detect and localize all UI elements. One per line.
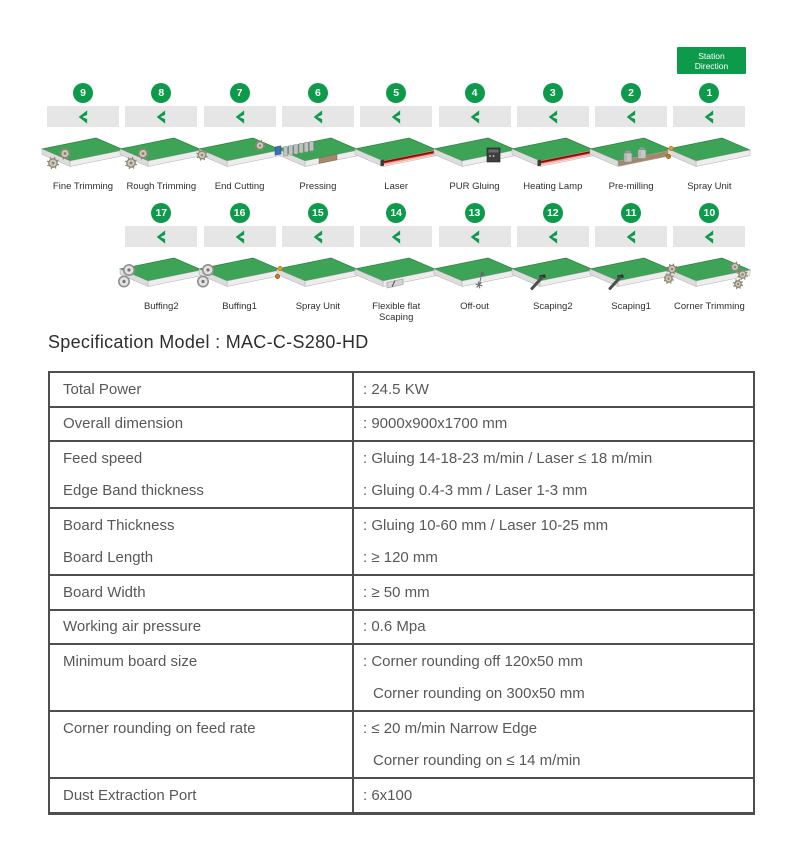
station-direction-badge (677, 47, 746, 74)
trimming-machine-icon (116, 136, 206, 174)
station-number: 14 (386, 203, 406, 223)
direction-arrow-bar (439, 106, 511, 127)
spec-row (50, 574, 753, 609)
left-chevron-icon (230, 108, 250, 126)
station-label: Off-out (460, 301, 489, 312)
spec-value: : Gluing 0.4-3 mm / Laser 1-3 mm (363, 482, 588, 500)
scaping-machine-icon (508, 256, 598, 294)
flexscape-machine-icon (351, 256, 441, 294)
spec-row (50, 440, 753, 507)
spec-label: Total Power (63, 380, 142, 398)
spec-label: Board Thickness (63, 516, 175, 534)
station-number: 1 (699, 83, 719, 103)
station-label: Spray Unit (687, 181, 732, 192)
badge-line1: Station (698, 50, 725, 61)
spec-value: : 0.6 Mpa (363, 618, 426, 636)
station-label: Scaping1 (611, 301, 651, 312)
spray-machine-icon (664, 136, 754, 174)
station-number: 4 (465, 83, 485, 103)
pressing-machine-icon (273, 136, 363, 174)
left-chevron-icon (465, 108, 485, 126)
station-3 (517, 83, 589, 192)
station-10 (673, 203, 745, 312)
station-label: Buffing1 (222, 301, 257, 312)
station-11 (595, 203, 667, 312)
spec-label: Board Length (63, 549, 154, 567)
direction-arrow-bar (439, 226, 511, 247)
spec-value: : 9000x900x1700 mm (363, 415, 508, 433)
station-label: Heating Lamp (523, 181, 583, 192)
corner-machine-icon (664, 256, 754, 294)
station-label: Flexible flat (372, 301, 421, 312)
station-7 (204, 83, 276, 192)
direction-arrow-bar (125, 106, 197, 127)
station-number: 8 (151, 83, 171, 103)
station-number: 5 (386, 83, 406, 103)
direction-arrow-bar (125, 226, 197, 247)
station-number: 6 (308, 83, 328, 103)
laser-machine-icon (351, 136, 441, 174)
spec-title: Specification Model : MAC-C-S280-HD (48, 332, 369, 352)
buffing-machine-icon (116, 256, 206, 294)
spec-label: Overall dimension (63, 415, 184, 433)
station-14 (360, 203, 432, 323)
spec-label: Working air pressure (63, 618, 202, 636)
left-chevron-icon (465, 228, 485, 246)
station-9 (47, 83, 119, 192)
left-chevron-icon (699, 108, 719, 126)
station-number: 15 (308, 203, 328, 223)
direction-arrow-bar (517, 226, 589, 247)
station-13 (439, 203, 511, 312)
station-number: 2 (621, 83, 641, 103)
station-8 (125, 83, 197, 192)
direction-arrow-bar (673, 106, 745, 127)
station-label: End Cutting (214, 181, 265, 192)
spec-value: Corner rounding on ≤ 14 m/min (373, 752, 581, 770)
left-chevron-icon (543, 108, 563, 126)
left-chevron-icon (621, 108, 641, 126)
spec-row (50, 777, 753, 812)
station-label: Pre-milling (608, 181, 654, 192)
left-chevron-icon (699, 228, 719, 246)
premill-machine-icon (586, 136, 676, 174)
direction-arrow-bar (360, 106, 432, 127)
trimming-machine-icon (38, 136, 128, 174)
direction-arrow-bar (673, 226, 745, 247)
spec-label: Minimum board size (63, 652, 198, 670)
station-4 (439, 83, 511, 192)
station-number: 11 (621, 203, 641, 223)
station-number: 9 (73, 83, 93, 103)
spec-value: : 6x100 (363, 786, 413, 804)
station-15 (282, 203, 354, 312)
spec-row (50, 373, 753, 406)
station-label: Buffing2 (143, 301, 179, 312)
spec-label: Corner rounding on feed rate (63, 719, 256, 737)
station-1 (673, 83, 745, 192)
station-label: Pressing (299, 181, 337, 192)
spec-value: : Corner rounding off 120x50 mm (363, 652, 583, 670)
spec-value: : ≤ 20 m/min Narrow Edge (363, 719, 538, 737)
left-chevron-icon (230, 228, 250, 246)
station-number: 13 (465, 203, 485, 223)
station-16 (204, 203, 276, 312)
spec-label: Edge Band thickness (63, 482, 204, 500)
offout-machine-icon (430, 256, 520, 294)
buffing-machine-icon (195, 256, 285, 294)
left-chevron-icon (73, 108, 93, 126)
station-6 (282, 83, 354, 192)
left-chevron-icon (308, 228, 328, 246)
station-label: Corner Trimming (674, 301, 745, 312)
spec-value: : Gluing 10-60 mm / Laser 10-25 mm (363, 516, 609, 534)
heat-machine-icon (508, 136, 598, 174)
spec-row (50, 710, 753, 777)
spec-value: : ≥ 50 mm (363, 583, 430, 601)
spray-machine-icon (273, 256, 363, 294)
spec-row (50, 609, 753, 644)
station-12 (517, 203, 589, 312)
station-number: 7 (230, 83, 250, 103)
spec-row (50, 643, 753, 710)
direction-arrow-bar (517, 106, 589, 127)
spec-table (48, 371, 755, 815)
station-label: Spray Unit (295, 301, 341, 312)
direction-arrow-bar (595, 106, 667, 127)
spec-value: Corner rounding on 300x50 mm (373, 685, 585, 703)
station-17 (125, 203, 197, 312)
spec-label (63, 678, 352, 711)
left-chevron-icon (543, 228, 563, 246)
spec-value: : 24.5 KW (363, 380, 429, 398)
direction-arrow-bar (360, 226, 432, 247)
station-number: 3 (543, 83, 563, 103)
direction-arrow-bar (204, 226, 276, 247)
spec-row (50, 507, 753, 574)
station-label: Rough Trimming (126, 181, 197, 192)
direction-arrow-bar (204, 106, 276, 127)
badge-line2: Direction (694, 60, 729, 71)
spec-label: Dust Extraction Port (63, 786, 197, 804)
direction-arrow-bar (282, 106, 354, 127)
station-label: Laser (384, 181, 409, 192)
station-label: Scaping2 (532, 301, 573, 312)
station-label: Scaping (379, 312, 414, 323)
station-number: 10 (699, 203, 719, 223)
spec-label: Feed speed (63, 449, 143, 467)
spec-value: : ≥ 120 mm (363, 549, 438, 567)
station-number: 17 (151, 203, 171, 223)
scaping-machine-icon (586, 256, 676, 294)
station-number: 16 (230, 203, 250, 223)
spec-label (63, 745, 352, 778)
pur-machine-icon (430, 136, 520, 174)
left-chevron-icon (151, 228, 171, 246)
left-chevron-icon (621, 228, 641, 246)
endcut-machine-icon (195, 136, 285, 174)
station-label: Fine Trimming (52, 181, 114, 192)
station-2 (595, 83, 667, 192)
station-5 (360, 83, 432, 192)
left-chevron-icon (308, 108, 328, 126)
left-chevron-icon (386, 228, 406, 246)
direction-arrow-bar (595, 226, 667, 247)
direction-arrow-bar (282, 226, 354, 247)
spec-row (50, 406, 753, 441)
left-chevron-icon (386, 108, 406, 126)
station-label: PUR Gluing (449, 181, 500, 192)
spec-label: Board Width (63, 583, 146, 601)
left-chevron-icon (151, 108, 171, 126)
direction-arrow-bar (47, 106, 119, 127)
station-number: 12 (543, 203, 563, 223)
spec-value: : Gluing 14-18-23 m/min / Laser ≤ 18 m/min (363, 449, 653, 467)
